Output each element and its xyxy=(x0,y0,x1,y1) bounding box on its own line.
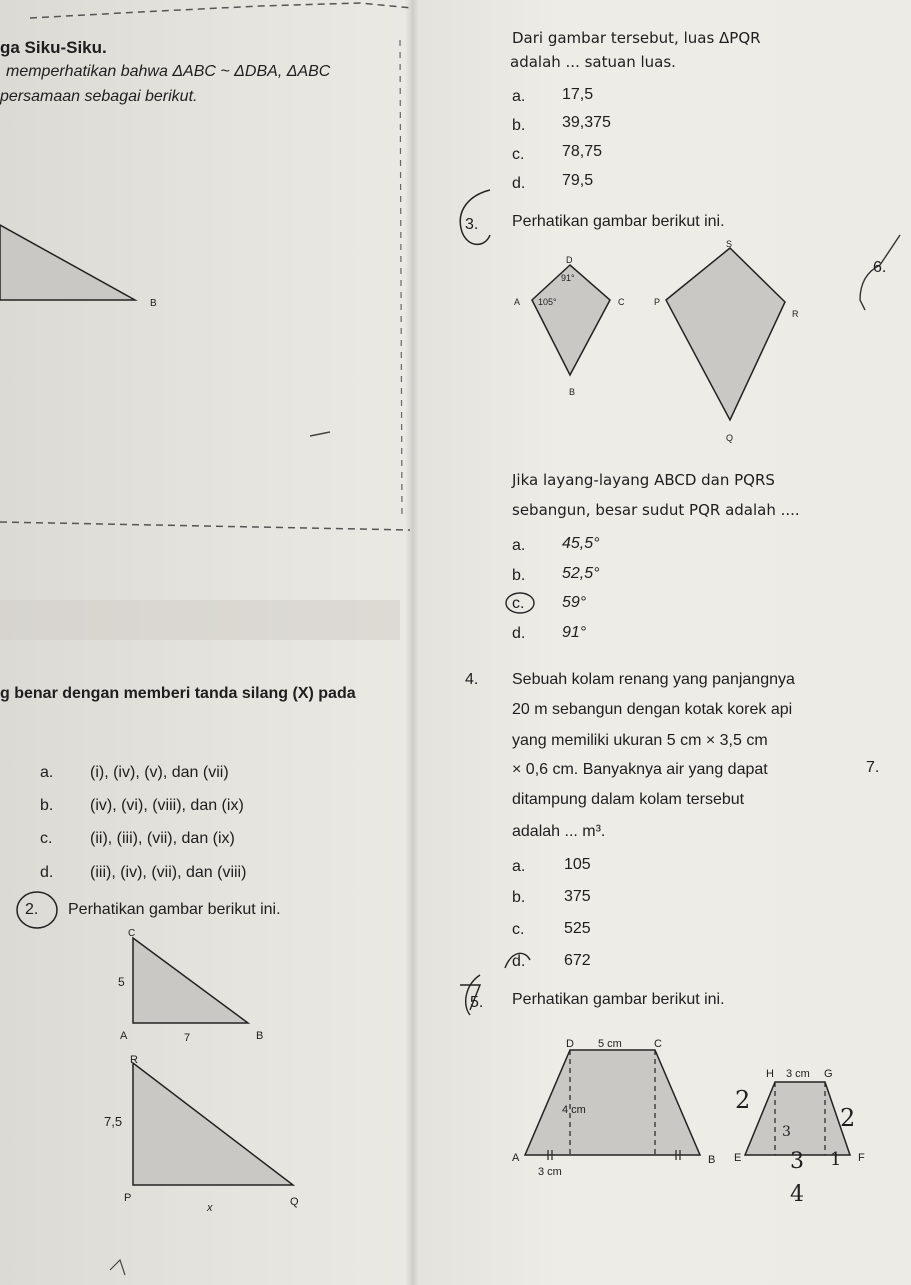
q1-option-text: (ii), (iii), (vii), dan (ix) xyxy=(90,830,235,847)
intro-line-1: memperhatikan bahwa ΔABC ~ ΔDBA, ΔABC xyxy=(6,63,331,80)
kite-pqrs xyxy=(666,248,785,420)
kite2-label-r: R xyxy=(792,309,799,319)
q4-line-4: × 0,6 cm. Banyaknya air yang dapat xyxy=(512,761,768,778)
q4-line-1: Sebuah kolam renang yang panjangnya xyxy=(512,671,795,688)
q1-option-letter: c. xyxy=(40,830,53,847)
handwriting-mark: 2 xyxy=(840,1104,856,1132)
tri2-label-r: R xyxy=(130,1054,138,1066)
triangle-abc xyxy=(133,938,248,1023)
handwriting-mark: 1 xyxy=(830,1149,842,1170)
tri1-label-b: B xyxy=(256,1030,264,1042)
qprev-option-text: 79,5 xyxy=(562,172,594,189)
intro-line-2: persamaan sebagai berikut. xyxy=(0,88,198,105)
kite1-label-b: B xyxy=(569,387,576,397)
q4-option-letter: c. xyxy=(512,921,525,938)
qprev-line-2: adalah ... satuan luas. xyxy=(510,53,676,71)
q5-number: 5. xyxy=(470,994,484,1011)
trapezoid-abcd xyxy=(525,1050,700,1155)
q1-option-letter: b. xyxy=(40,797,54,814)
q3-text-line-2: sebangun, besar sudut PQR adalah .... xyxy=(512,501,800,519)
trap2-top: 3 cm xyxy=(786,1068,810,1080)
kite2-label-q: Q xyxy=(726,433,734,443)
trap1-label-a: A xyxy=(512,1152,520,1164)
kite2-label-p: P xyxy=(654,297,661,307)
tri1-label-a: A xyxy=(120,1030,128,1042)
q1-option-letter: a. xyxy=(40,764,54,781)
q4-line-6: adalah ... m³. xyxy=(512,823,606,840)
q3-option-text: 59° xyxy=(562,594,587,611)
qprev-option-text: 17,5 xyxy=(562,86,594,103)
left-partial-triangle xyxy=(0,225,135,300)
tri2-side-pq: x xyxy=(207,1202,213,1214)
triangle-pqr xyxy=(133,1063,293,1185)
qprev-option-text: 39,375 xyxy=(562,114,611,131)
tri1-label-c: C xyxy=(128,928,136,939)
q1-option-text: (i), (iv), (v), dan (vii) xyxy=(90,764,229,781)
trap2-label-e: E xyxy=(734,1152,742,1164)
q3-option-text: 52,5° xyxy=(562,565,600,582)
q2-number: 2. xyxy=(25,901,39,918)
q4-line-3: yang memiliki ukuran 5 cm × 3,5 cm xyxy=(512,732,768,749)
q4-option-text: 672 xyxy=(564,952,591,969)
q3-prompt: Perhatikan gambar berikut ini. xyxy=(512,213,725,230)
q4-number: 4. xyxy=(465,671,479,688)
trap2-label-f: F xyxy=(858,1152,865,1164)
qprev-option-letter: a. xyxy=(512,88,526,105)
kite1-label-d: D xyxy=(566,255,573,265)
kite1-label-c: C xyxy=(618,297,625,307)
qprev-option-letter: c. xyxy=(512,146,525,163)
trap1-base-part: 3 cm xyxy=(538,1166,562,1178)
q3-option-text: 45,5° xyxy=(562,535,600,552)
q3-option-text: 91° xyxy=(562,624,587,641)
q2-prompt: Perhatikan gambar berikut ini. xyxy=(68,901,281,918)
kite1-label-a: A xyxy=(514,297,521,307)
q3-option-letter: a. xyxy=(512,537,526,554)
margin-number-7: 7. xyxy=(866,759,880,776)
trap1-height: 4 cm xyxy=(562,1104,586,1116)
qprev-option-letter: d. xyxy=(512,175,526,192)
q4-option-text: 105 xyxy=(564,856,591,873)
q1-instruction: g benar dengan memberi tanda silang (X) pada xyxy=(0,685,356,702)
q3-option-letter: d. xyxy=(512,625,526,642)
tri1-side-ab: 7 xyxy=(184,1032,191,1044)
trap1-top: 5 cm xyxy=(598,1038,622,1050)
handwriting-mark: 3 xyxy=(790,1149,804,1174)
q5-prompt: Perhatikan gambar berikut ini. xyxy=(512,991,725,1008)
tri2-label-q: Q xyxy=(290,1196,299,1208)
trap2-label-g: G xyxy=(824,1068,833,1080)
trapezoid-efgh xyxy=(745,1082,850,1155)
left-fig-label-b: B xyxy=(150,298,157,309)
kite1-angle-d: 91° xyxy=(561,273,575,283)
handwriting-mark: 3 xyxy=(782,1124,791,1140)
trap2-label-h: H xyxy=(766,1068,774,1080)
q4-line-2: 20 m sebangun dengan kotak korek api xyxy=(512,701,793,718)
tri1-side-ac: 5 xyxy=(118,975,125,989)
trap1-label-c: C xyxy=(654,1038,662,1050)
q1-option-letter: d. xyxy=(40,864,54,881)
kite1-angle-a: 105° xyxy=(538,297,557,307)
qprev-option-letter: b. xyxy=(512,117,526,134)
q4-option-letter: d. xyxy=(512,953,526,970)
handwriting-mark: 2 xyxy=(735,1086,751,1114)
q3-option-letter: b. xyxy=(512,567,526,584)
margin-number-6: 6. xyxy=(873,259,887,276)
q3-option-letter: c. xyxy=(512,595,525,612)
trap1-label-b: B xyxy=(708,1154,716,1166)
q4-option-letter: a. xyxy=(512,858,526,875)
q1-option-text: (iv), (vi), (viii), dan (ix) xyxy=(90,797,244,814)
tri2-side-pr: 7,5 xyxy=(104,1114,123,1129)
q4-option-text: 525 xyxy=(564,920,591,937)
q4-option-letter: b. xyxy=(512,889,526,906)
kite2-label-s: S xyxy=(726,239,733,249)
tri2-label-p: P xyxy=(124,1192,132,1204)
q4-line-5: ditampung dalam kolam tersebut xyxy=(512,791,745,808)
section-title: ga Siku-Siku. xyxy=(0,38,107,57)
qprev-option-text: 78,75 xyxy=(562,143,603,160)
qprev-line-1: Dari gambar tersebut, luas ΔPQR xyxy=(512,29,761,47)
trap1-label-d: D xyxy=(566,1038,574,1050)
handwriting-mark: 4 xyxy=(790,1182,804,1207)
q1-option-text: (iii), (iv), (vii), dan (viii) xyxy=(90,864,247,881)
q4-option-text: 375 xyxy=(564,888,591,905)
q3-text-line-1: Jika layang-layang ABCD dan PQRS xyxy=(512,471,775,489)
q3-number: 3. xyxy=(465,216,479,233)
